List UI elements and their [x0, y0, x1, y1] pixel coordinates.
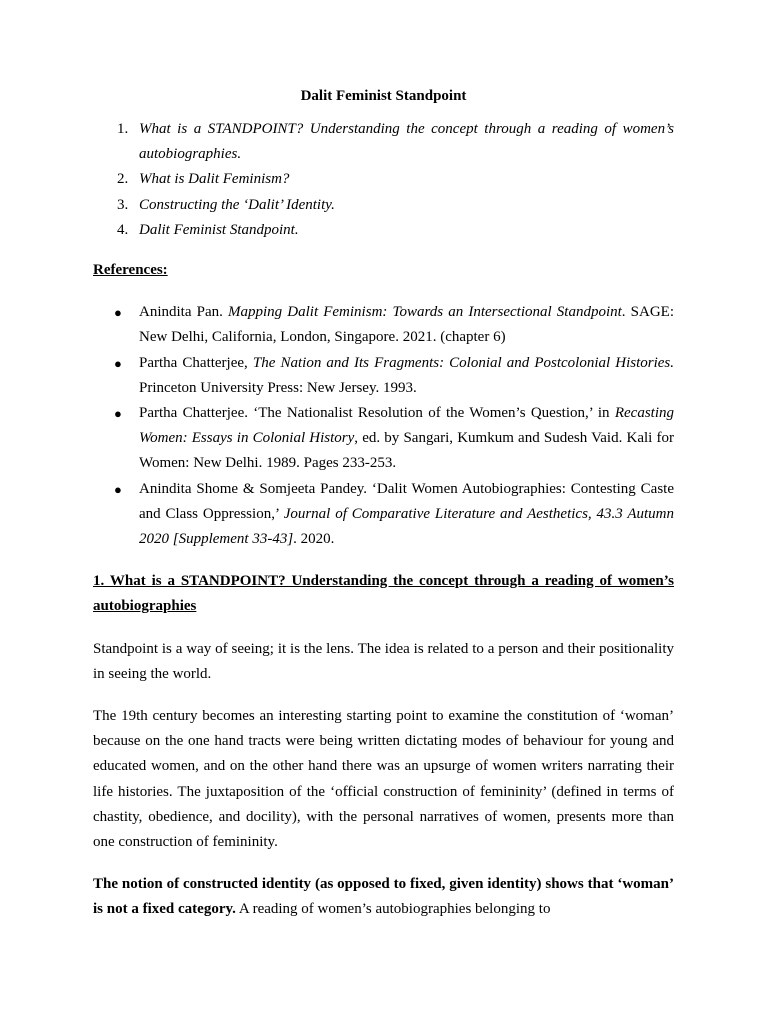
reference-author: Anindita Shome & Somjeeta Pandey. ‘Dalit Women Autobiographies: Contesting Caste and Class Oppression,’	[139, 480, 674, 522]
bullet-icon: ●	[114, 305, 122, 321]
reference-author: Partha Chatterjee,	[139, 354, 253, 371]
outline-item-number: 3.	[117, 196, 129, 213]
reference-author: Partha Chatterjee. ‘The Nationalist Resolution of the Women’s Question,’ in	[139, 405, 615, 422]
document-page	[93, 84, 674, 940]
paragraph-continuation: A reading of women’s autobiographies belonging to	[235, 901, 551, 918]
bullet-icon: ●	[114, 355, 122, 371]
outline-item-text: What is a STANDPOINT? Understanding the concept through a reading of women’s autobiographies.	[139, 121, 674, 163]
reference-title: Mapping Dalit Feminism: Towards an Intersectional Standpoint	[228, 304, 622, 321]
reference-title: The Nation and Its Fragments: Colonial and Postcolonial Histories.	[252, 354, 674, 371]
outline-item-number: 1.	[117, 121, 129, 137]
body-paragraph	[93, 872, 674, 922]
bullet-icon: ●	[114, 481, 122, 497]
outline-item	[93, 167, 674, 192]
outline-item-text: Dalit Feminist Standpoint.	[139, 221, 299, 238]
reference-title: Recasting Women: Essays in Colonial History	[139, 405, 674, 447]
reference-publication: . 2020.	[293, 531, 335, 548]
reference-title: Journal of Comparative Literature and Aesthetics, 43.3 Autumn 2020 [Supplement 33-43]	[139, 505, 675, 548]
references-list	[93, 300, 674, 552]
body-paragraph: The 19th century becomes an interesting starting point to examine the constitution of ‘woman’ because on the one hand tracts were being written dictating modes of behaviour for young and educated women, and on the other hand there was an upsurge of women writers narrating their life histories. The juxtaposition of the ‘official construction of femininity’ (defined in terms of chastity, obedience, and docility), with the personal narratives of women, presents more than one construction of femininity.	[93, 708, 674, 851]
reference-publication: . SAGE: New Delhi, California, London, Singapore. 2021. (chapter 6)	[139, 304, 675, 346]
outline-list	[93, 117, 674, 243]
reference-item	[93, 351, 674, 401]
reference-item	[93, 401, 674, 477]
reference-publication: , ed. by Sangari, Kumkum and Sudesh Vaid. Kali for Women: New Delhi. 1989. Pages 233-253.	[139, 430, 674, 472]
section-heading: 1. What is a STANDPOINT? Understanding the concept through a reading of women’s autobiographies	[93, 573, 674, 615]
outline-item-number: 4.	[117, 221, 129, 238]
reference-item	[93, 477, 674, 553]
reference-author: Anindita Pan.	[139, 304, 228, 321]
reference-item	[93, 300, 674, 350]
outline-item	[93, 218, 674, 243]
bullet-icon: ●	[114, 406, 122, 422]
outline-item-number: 2.	[117, 171, 129, 188]
outline-item	[93, 117, 674, 167]
body-paragraph: Standpoint is a way of seeing; it is the lens. The idea is related to a person and their positionality in seeing the world.	[93, 640, 674, 682]
reference-publication: Princeton University Press: New Jersey. 1993.	[139, 379, 417, 396]
outline-item	[93, 193, 674, 218]
document-title: Dalit Feminist Standpoint	[300, 88, 467, 104]
outline-item-text: Constructing the ‘Dalit’ Identity.	[139, 196, 335, 213]
bold-statement: The notion of constructed identity (as opposed to fixed, given identity) shows that ‘woman’ is not a fixed category.	[93, 876, 674, 918]
references-heading: References:	[93, 262, 168, 279]
outline-item-text: What is Dalit Feminism?	[139, 171, 290, 188]
